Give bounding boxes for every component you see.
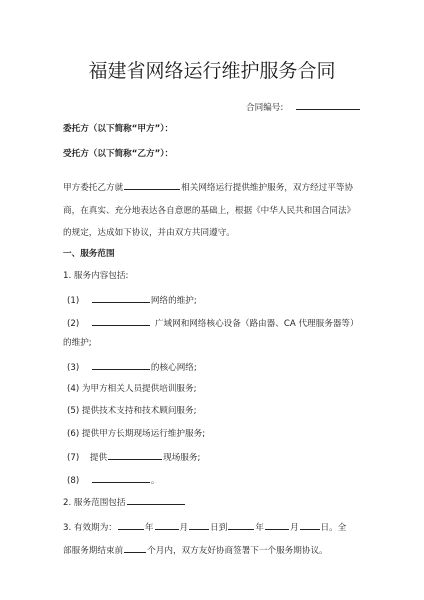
clause-3-cont-pre: 部服务期结束前 [63,546,124,556]
clause-2-blank[interactable] [127,495,185,505]
intro-text-1b: 相关网络运行提供维护服务，双方经过平等协 [181,183,354,193]
sub-item-1-number: (1) [67,296,80,306]
sub-item-2-continuation: 的维护; [63,338,92,348]
party-b-label: 受托方（以下简称“乙方”）： [63,149,174,159]
intro-line-1 [63,180,353,194]
contract-number-row [246,100,361,114]
clause-1: 1. 服务内容包括: [63,271,129,281]
sub-item-7-pre: 提供 [89,453,108,463]
end-month-blank[interactable] [265,520,289,530]
sub-item-2 [67,316,359,330]
sub-item-3-text: 的核心网络; [150,363,197,373]
sub-item-4: (4) 为甲方相关人员提供培训服务; [67,384,197,394]
sub-item-8-end: 。 [150,476,160,486]
contract-number-blank[interactable] [296,100,360,110]
start-year-label: 年 [144,523,154,533]
start-day-label: 日到 [210,523,228,533]
end-day-blank[interactable] [300,520,320,530]
end-day-label: 日。全 [320,523,347,533]
contract-number-label: 合同编号: [246,103,284,113]
sub-item-1-text: 网络的维护; [150,296,197,306]
sub-item-7-number: (7) [67,453,80,463]
end-year-blank[interactable] [228,520,254,530]
sub-item-8 [67,473,160,487]
clause-3-prefix: 3. 有效期为： [63,523,117,533]
party-a-label: 委托方（以下简称“甲方”）： [63,124,174,134]
clause-2 [63,495,186,509]
sub-item-3-blank[interactable] [92,360,150,370]
document-title: 福建省网络运行维护服务合同 [88,60,336,82]
end-month-label: 月 [289,523,299,533]
sub-item-7-blank[interactable] [108,450,162,460]
sub-item-3 [67,360,197,374]
sub-item-3-number: (3) [67,363,80,373]
sub-item-2-text: 广域网和网络核心设备（路由器、CA 代理服务器等） [154,319,359,329]
intro-line-3: 的规定，达成如下协议，并由双方共同遵守。 [63,228,235,238]
sub-item-5: (5) 提供技术支持和技术顾问服务; [67,406,197,416]
start-month-blank[interactable] [155,520,179,530]
end-year-label: 年 [255,523,264,533]
sub-item-1-blank[interactable] [92,293,150,303]
intro-text-1a: 甲方委托乙方就 [63,183,124,193]
intro-line-2: 商，在真实、充分地表达各自意愿的基础上，根据《中华人民共和国合同法》 [63,206,356,216]
clause-3-line-2 [63,543,328,557]
network-name-blank[interactable] [124,180,180,190]
sub-item-6: (6) 提供甲方长期现场运行维护服务; [67,429,206,439]
start-year-blank[interactable] [118,520,144,530]
sub-item-1 [67,293,197,307]
clause-2-text: 2. 服务范围包括 [63,498,126,508]
start-day-blank[interactable] [189,520,209,530]
sub-item-7-post: 现场服务; [163,453,201,463]
months-blank[interactable] [124,543,146,553]
sub-item-2-number: (2) [67,319,80,329]
sub-item-2-blank[interactable] [92,316,150,326]
start-month-label: 月 [179,523,189,533]
sub-item-8-blank[interactable] [92,473,150,483]
sub-item-8-number: (8) [67,476,80,486]
clause-3-line-1 [63,520,346,534]
sub-item-7 [67,450,200,464]
section-heading-service-scope: 一、服务范围 [63,249,115,259]
clause-3-cont-post: 个月内，双方友好协商签署下一个服务期协议。 [147,546,328,556]
